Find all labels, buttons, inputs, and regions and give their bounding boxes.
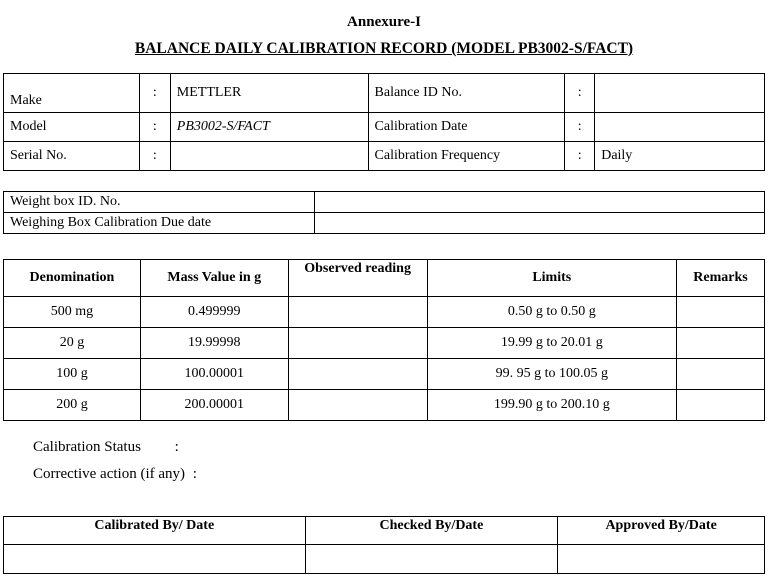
weight-box-row: [4, 192, 765, 213]
observed-reading-cell[interactable]: [288, 390, 427, 421]
colon: :: [139, 74, 170, 113]
serial-label: Serial No.: [4, 142, 140, 171]
limits-cell: 19.99 g to 20.01 g: [427, 328, 677, 359]
observed-reading-cell[interactable]: [288, 297, 427, 328]
make-label: Make: [4, 74, 140, 113]
limits-cell: 0.50 g to 0.50 g: [427, 297, 677, 328]
mass-value-cell: 100.00001: [140, 359, 288, 390]
colon: :: [139, 142, 170, 171]
denomination-cell: 500 mg: [4, 297, 141, 328]
remarks-cell[interactable]: [677, 390, 765, 421]
mass-value-cell: 0.499999: [140, 297, 288, 328]
col-header-limits: Limits: [427, 260, 677, 297]
annexure-label: Annexure-I: [347, 14, 421, 30]
corrective-action-label: Corrective action (if any): [33, 466, 186, 482]
signoff-header-row: [4, 517, 765, 545]
weight-box-id-label: Weight box ID. No.: [4, 192, 315, 213]
limits-cell: 99. 95 g to 100.05 g: [427, 359, 677, 390]
weighing-box-due-label: Weighing Box Calibration Due date: [4, 213, 315, 234]
table-row: [4, 297, 765, 328]
corrective-action-colon: :: [192, 466, 197, 482]
denomination-cell: 100 g: [4, 359, 141, 390]
colon: :: [139, 113, 170, 142]
calibration-header-row: [4, 260, 765, 297]
denomination-cell: 200 g: [4, 390, 141, 421]
calibration-status-colon: :: [174, 439, 179, 455]
remarks-cell[interactable]: [677, 359, 765, 390]
calibration-table: [3, 259, 765, 421]
colon: :: [565, 142, 595, 171]
balance-info-table: [3, 73, 765, 171]
weight-box-id-value[interactable]: [314, 192, 764, 213]
corrective-action: [33, 466, 197, 483]
colon: :: [565, 74, 595, 113]
denomination-cell: 20 g: [4, 328, 141, 359]
info-row: [4, 74, 765, 113]
checked-by-value[interactable]: [305, 545, 558, 574]
model-value[interactable]: PB3002-S/FACT: [170, 113, 368, 142]
calibrated-by-header: Calibrated By/ Date: [4, 517, 306, 545]
remarks-cell[interactable]: [677, 297, 765, 328]
remarks-cell[interactable]: [677, 328, 765, 359]
calibration-date-label: Calibration Date: [368, 113, 565, 142]
col-header-observed-reading: Observed reading: [288, 260, 427, 297]
col-header-denomination: Denomination: [4, 260, 141, 297]
table-row: [4, 390, 765, 421]
observed-reading-cell[interactable]: [288, 328, 427, 359]
observed-reading-cell[interactable]: [288, 359, 427, 390]
approved-by-header: Approved By/Date: [558, 517, 765, 545]
limits-cell: 199.90 g to 200.10 g: [427, 390, 677, 421]
mass-value-cell: 19.99998: [140, 328, 288, 359]
signoff-value-row: [4, 545, 765, 574]
table-row: [4, 359, 765, 390]
info-row: [4, 113, 765, 142]
calibration-frequency-label: Calibration Frequency: [368, 142, 565, 171]
info-row: [4, 142, 765, 171]
model-label: Model: [4, 113, 140, 142]
weight-box-table: [3, 191, 765, 234]
col-header-mass-value: Mass Value in g: [140, 260, 288, 297]
serial-value[interactable]: [170, 142, 368, 171]
weight-box-row: [4, 213, 765, 234]
table-row: [4, 328, 765, 359]
colon: :: [565, 113, 595, 142]
checked-by-header: Checked By/Date: [305, 517, 558, 545]
document-title: BALANCE DAILY CALIBRATION RECORD (MODEL PB3002-S/FACT): [134, 40, 634, 57]
calibration-status: [33, 439, 179, 456]
calibration-date-value[interactable]: [595, 113, 765, 142]
signoff-table: [3, 516, 765, 574]
make-value[interactable]: METTLER: [170, 74, 368, 113]
mass-value-cell: 200.00001: [140, 390, 288, 421]
balance-id-label: Balance ID No.: [368, 74, 565, 113]
weighing-box-due-value[interactable]: [314, 213, 764, 234]
calibration-status-label: Calibration Status: [33, 439, 141, 455]
calibration-frequency-value[interactable]: Daily: [595, 142, 765, 171]
calibrated-by-value[interactable]: [4, 545, 306, 574]
col-header-remarks: Remarks: [677, 260, 765, 297]
approved-by-value[interactable]: [558, 545, 765, 574]
balance-id-value[interactable]: [595, 74, 765, 113]
